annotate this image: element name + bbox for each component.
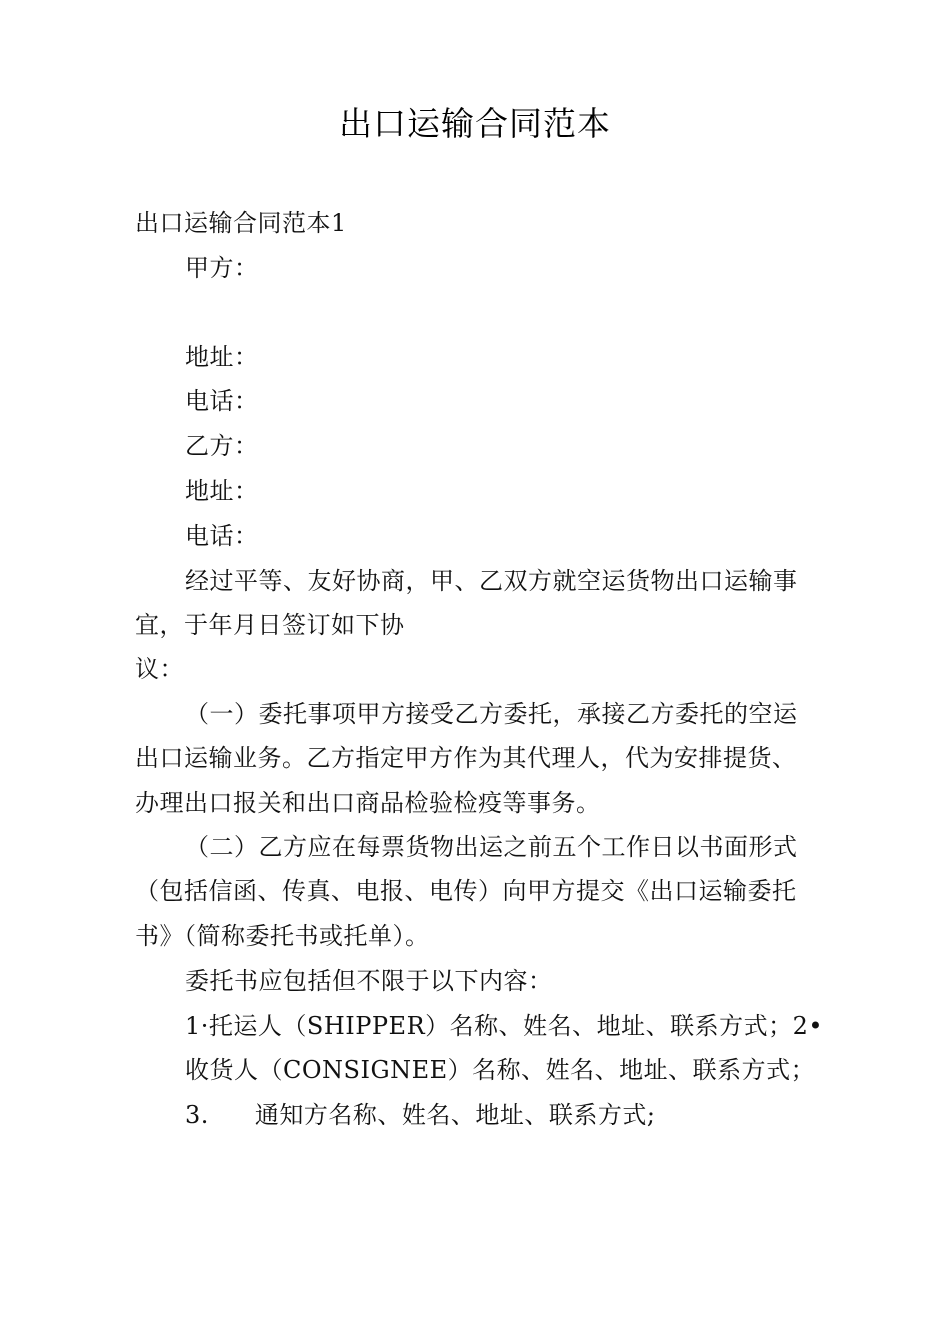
party-b-address: 地址： [185,477,259,505]
clause-2-line-3: 书》（简称委托书或托单）。 [135,922,430,950]
party-a-address: 地址： [185,343,259,371]
document-title: 出口运输合同范本 [339,104,611,143]
party-a-phone: 电话： [185,387,259,415]
item-3-number: 3. [185,1101,209,1129]
contents-intro: 委托书应包括但不限于以下内容： [185,967,553,995]
preamble-line-1: 经过平等、友好协商，甲、乙双方就空运货物出口运输事 [185,567,798,595]
party-b-phone: 电话： [185,522,259,550]
clause-1-line-3: 办理出口报关和出口商品检验检疫等事务。 [135,789,601,817]
preamble-line-3: 议： [135,655,184,683]
clause-2-line-1: （二）乙方应在每票货物出运之前五个工作日以书面形式 [185,833,798,861]
item-line-2: 收货人（CONSIGNEE）名称、姓名、地址、联系方式； [185,1056,816,1084]
party-a-label: 甲方： [185,254,259,282]
item-3-text: 通知方名称、姓名、地址、联系方式; [254,1101,656,1129]
party-b-label: 乙方： [185,432,259,460]
section-heading: 出口运输合同范本1 [135,209,347,237]
clause-2-line-2: （包括信函、传真、电报、电传）向甲方提交《出口运输委托 [135,877,797,905]
clause-1-line-1: （一）委托事项甲方接受乙方委托，承接乙方委托的空运 [185,700,798,728]
clause-1-line-2: 出口运输业务。乙方指定甲方作为其代理人，代为安排提货、 [135,744,797,772]
item-line-3 [185,1099,656,1131]
item-line-1: 1·托运人（SHIPPER）名称、姓名、地址、联系方式；2• [185,1012,824,1040]
preamble-line-2: 宜，于年月日签订如下协 [135,611,405,639]
